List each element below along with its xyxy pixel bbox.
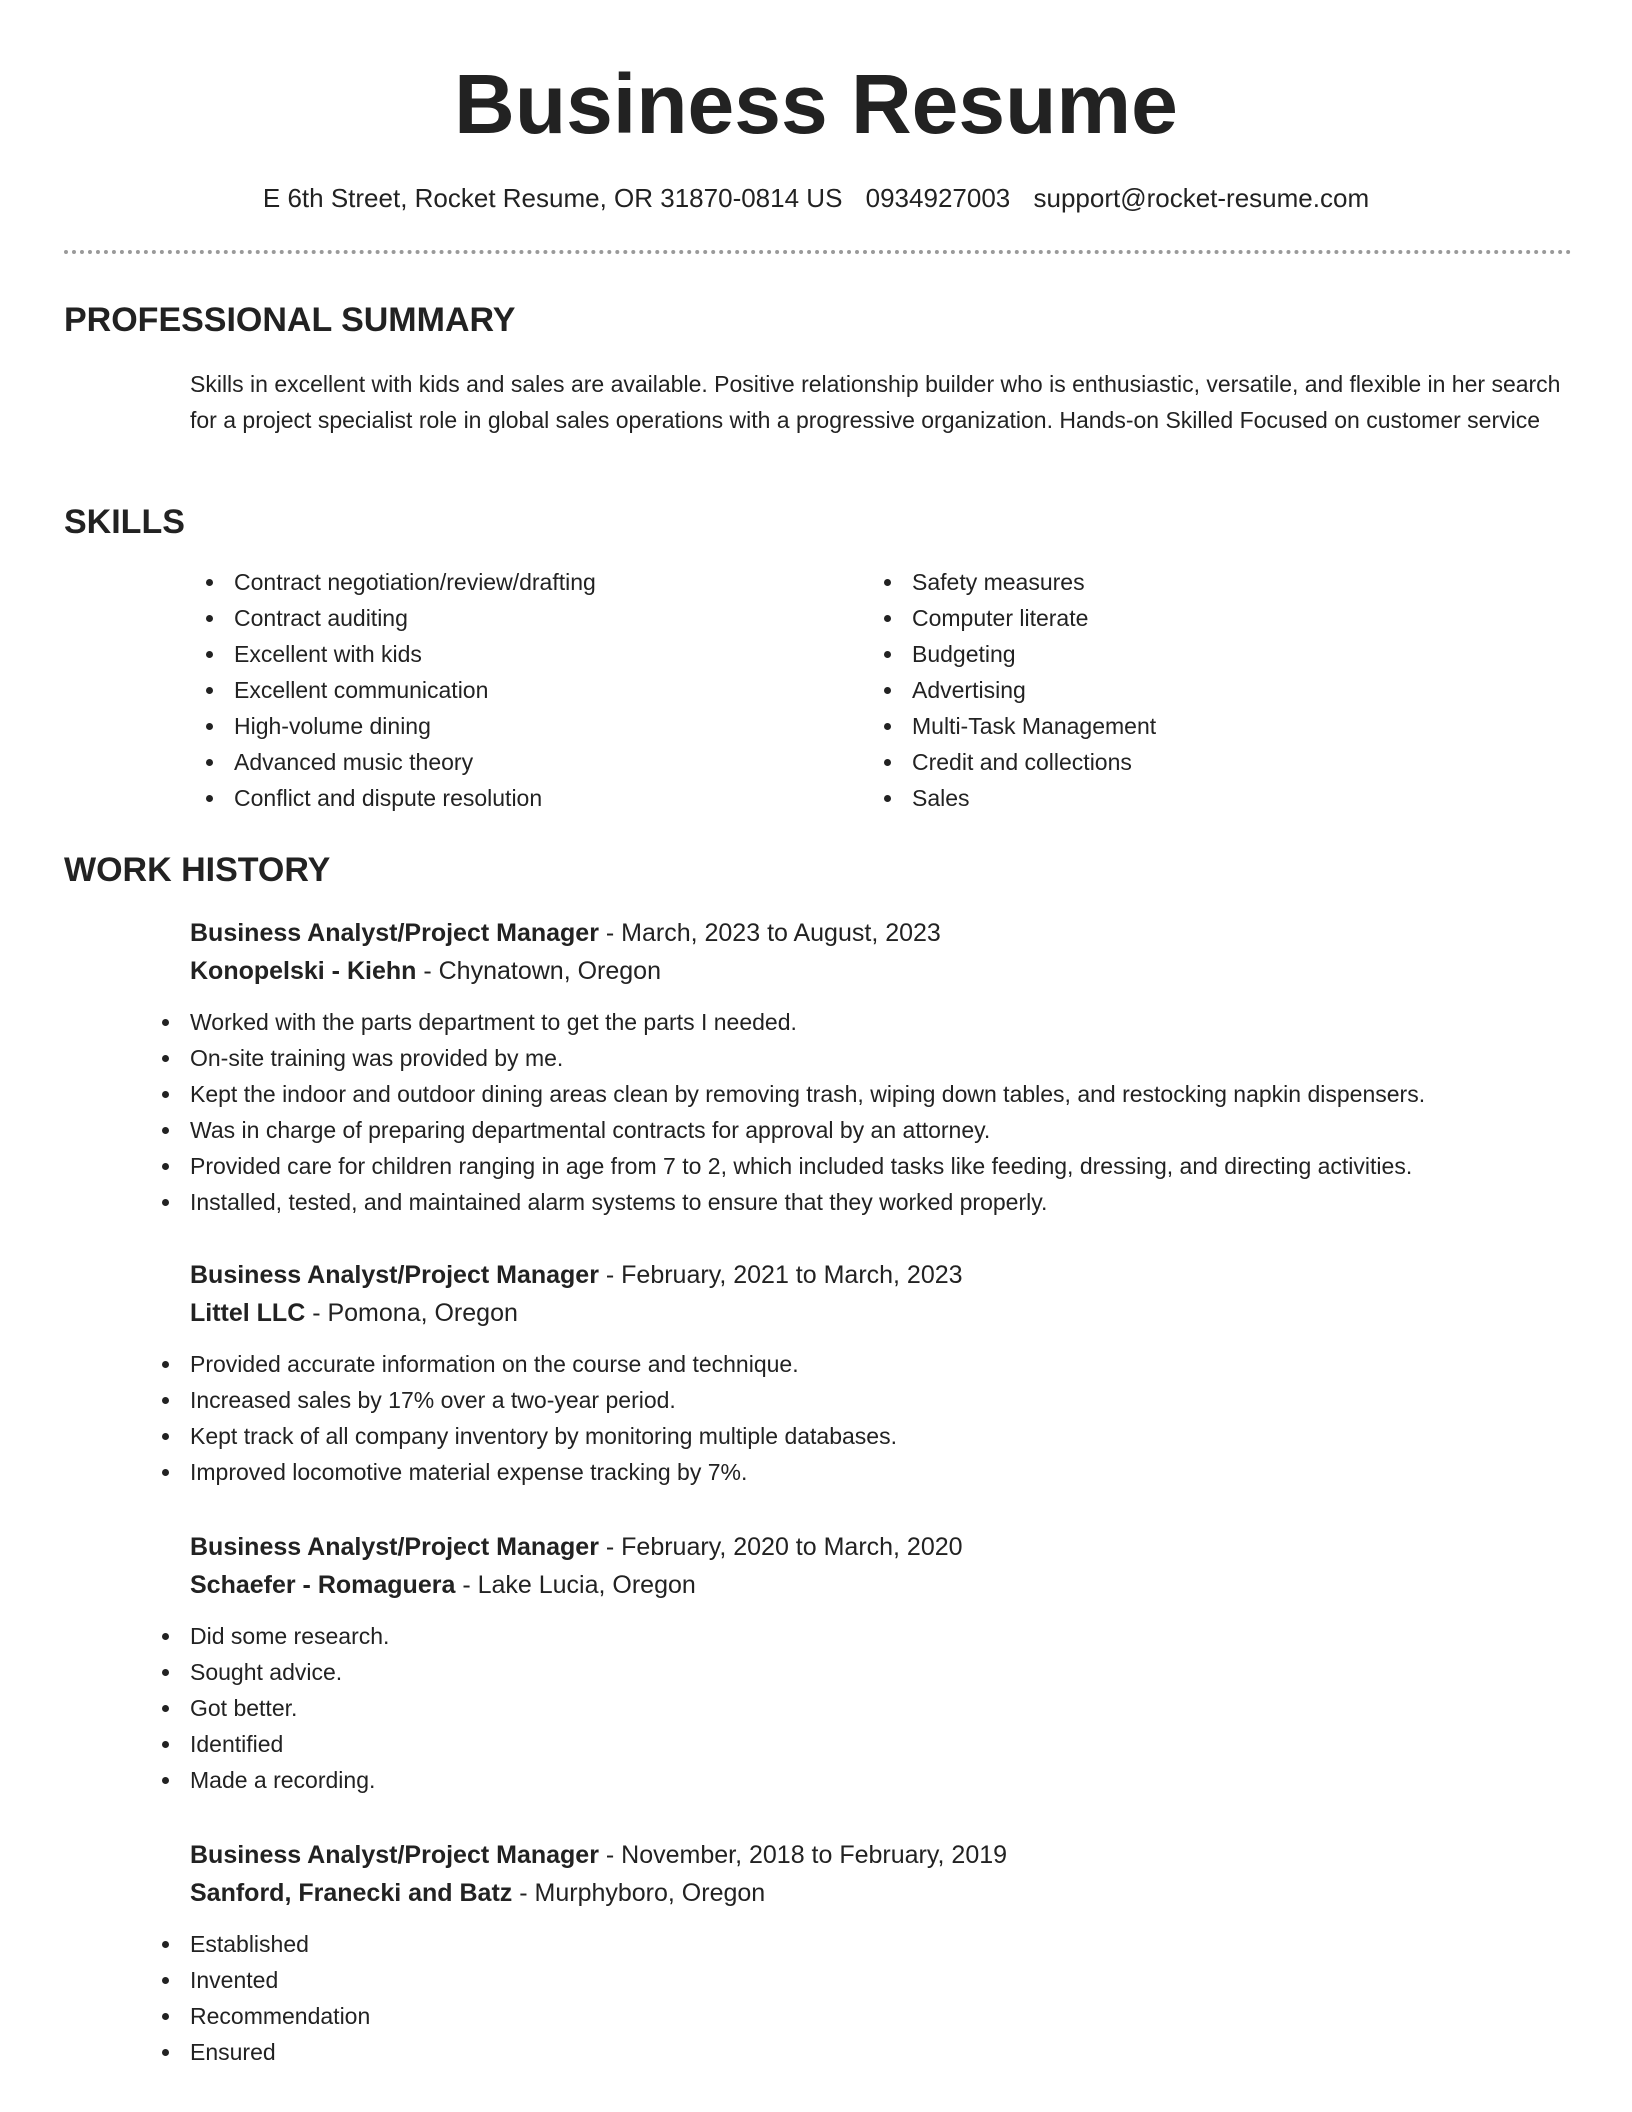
header-divider	[64, 250, 1572, 254]
job-duty: Did some research.	[146, 1618, 1590, 1654]
contact-line	[0, 178, 1632, 218]
contact-email: support@rocket-resume.com	[1033, 183, 1370, 213]
job-company: Sanford, Franecki and Batz	[190, 1879, 513, 1907]
job-duty: Improved locomotive material expense tracking by 7%.	[146, 1454, 1590, 1490]
skill-item: Credit and collections	[868, 744, 1156, 780]
job-company-line	[190, 1874, 1590, 1912]
job-company: Konopelski - Kiehn	[190, 957, 417, 985]
job-location: - Murphyboro, Oregon	[512, 1879, 766, 1907]
job-duty: Ensured	[146, 2034, 1590, 2070]
job-duty: Recommendation	[146, 1998, 1590, 2034]
job-duties	[146, 1346, 1590, 1490]
job-location: - Chynatown, Oregon	[416, 957, 661, 985]
job-company-line	[190, 1294, 1590, 1332]
job-duty: Worked with the parts department to get the parts I needed.	[146, 1004, 1590, 1040]
job-dates: - March, 2023 to August, 2023	[598, 919, 941, 947]
job-duty: Kept track of all company inventory by monitoring multiple databases.	[146, 1418, 1590, 1454]
job-duty: Provided accurate information on the course and technique.	[146, 1346, 1590, 1382]
job-location: - Pomona, Oregon	[305, 1299, 518, 1327]
job-entry	[190, 1256, 1590, 1490]
job-company-line	[190, 1566, 1590, 1604]
skill-item: Advanced music theory	[190, 744, 596, 780]
skills-list-right	[868, 564, 1156, 816]
contact-address: E 6th Street, Rocket Resume, OR 31870-0814 US	[262, 183, 843, 213]
skill-item: Excellent communication	[190, 672, 596, 708]
section-title-work-history: WORK HISTORY	[64, 851, 331, 889]
job-entry	[190, 1836, 1590, 2070]
skills-list-left	[190, 564, 596, 816]
skill-item: Excellent with kids	[190, 636, 596, 672]
contact-phone: 0934927003	[865, 183, 1011, 213]
job-role: Business Analyst/Project Manager	[190, 919, 599, 947]
job-entry	[190, 1528, 1590, 1798]
resume-name: Business Resume	[454, 57, 1178, 151]
job-role: Business Analyst/Project Manager	[190, 1261, 599, 1289]
job-duties	[146, 1618, 1590, 1798]
job-dates: - February, 2020 to March, 2020	[598, 1533, 963, 1561]
job-duty: On-site training was provided by me.	[146, 1040, 1590, 1076]
skill-item: Sales	[868, 780, 1156, 816]
job-dates: - February, 2021 to March, 2023	[598, 1261, 963, 1289]
job-role: Business Analyst/Project Manager	[190, 1841, 599, 1869]
section-title-summary: PROFESSIONAL SUMMARY	[64, 301, 516, 339]
job-duty: Invented	[146, 1962, 1590, 1998]
skill-item: Contract negotiation/review/drafting	[190, 564, 596, 600]
job-duty: Installed, tested, and maintained alarm systems to ensure that they worked properly.	[146, 1184, 1590, 1220]
job-company: Schaefer - Romaguera	[190, 1571, 456, 1599]
job-duty: Provided care for children ranging in age from 7 to 2, which included tasks like feeding, dressing, and directing activities.	[146, 1148, 1590, 1184]
job-duty: Identified	[146, 1726, 1590, 1762]
skill-item: Budgeting	[868, 636, 1156, 672]
job-dates: - November, 2018 to February, 2019	[598, 1841, 1008, 1869]
job-entry	[190, 914, 1590, 1220]
summary-text: Skills in excellent with kids and sales are available. Positive relationship builder who is enthusiastic, versatile, and flexible in her search for a project specialist role in global sales operations with a progressive organization. Hands-on Skilled Focused on customer service	[190, 371, 1561, 433]
job-duties	[146, 1004, 1590, 1220]
job-duty: Increased sales by 17% over a two-year period.	[146, 1382, 1590, 1418]
skill-item: Safety measures	[868, 564, 1156, 600]
job-duty: Kept the indoor and outdoor dining areas clean by removing trash, wiping down tables, and restocking napkin dispensers.	[146, 1076, 1590, 1112]
skill-item: Advertising	[868, 672, 1156, 708]
job-title-line	[190, 1256, 1590, 1294]
job-company-line	[190, 952, 1590, 990]
job-duty: Established	[146, 1926, 1590, 1962]
skill-item: High-volume dining	[190, 708, 596, 744]
job-title-line	[190, 914, 1590, 952]
job-company: Littel LLC	[190, 1299, 306, 1327]
job-role: Business Analyst/Project Manager	[190, 1533, 599, 1561]
job-location: - Lake Lucia, Oregon	[455, 1571, 696, 1599]
skill-item: Multi-Task Management	[868, 708, 1156, 744]
skill-item: Contract auditing	[190, 600, 596, 636]
section-title-skills: SKILLS	[64, 503, 185, 541]
job-title-line	[190, 1836, 1590, 1874]
job-duty: Sought advice.	[146, 1654, 1590, 1690]
job-duties	[146, 1926, 1590, 2070]
job-duty: Was in charge of preparing departmental contracts for approval by an attorney.	[146, 1112, 1590, 1148]
skill-item: Conflict and dispute resolution	[190, 780, 596, 816]
job-duty: Made a recording.	[146, 1762, 1590, 1798]
job-duty: Got better.	[146, 1690, 1590, 1726]
skill-item: Computer literate	[868, 600, 1156, 636]
job-title-line	[190, 1528, 1590, 1566]
